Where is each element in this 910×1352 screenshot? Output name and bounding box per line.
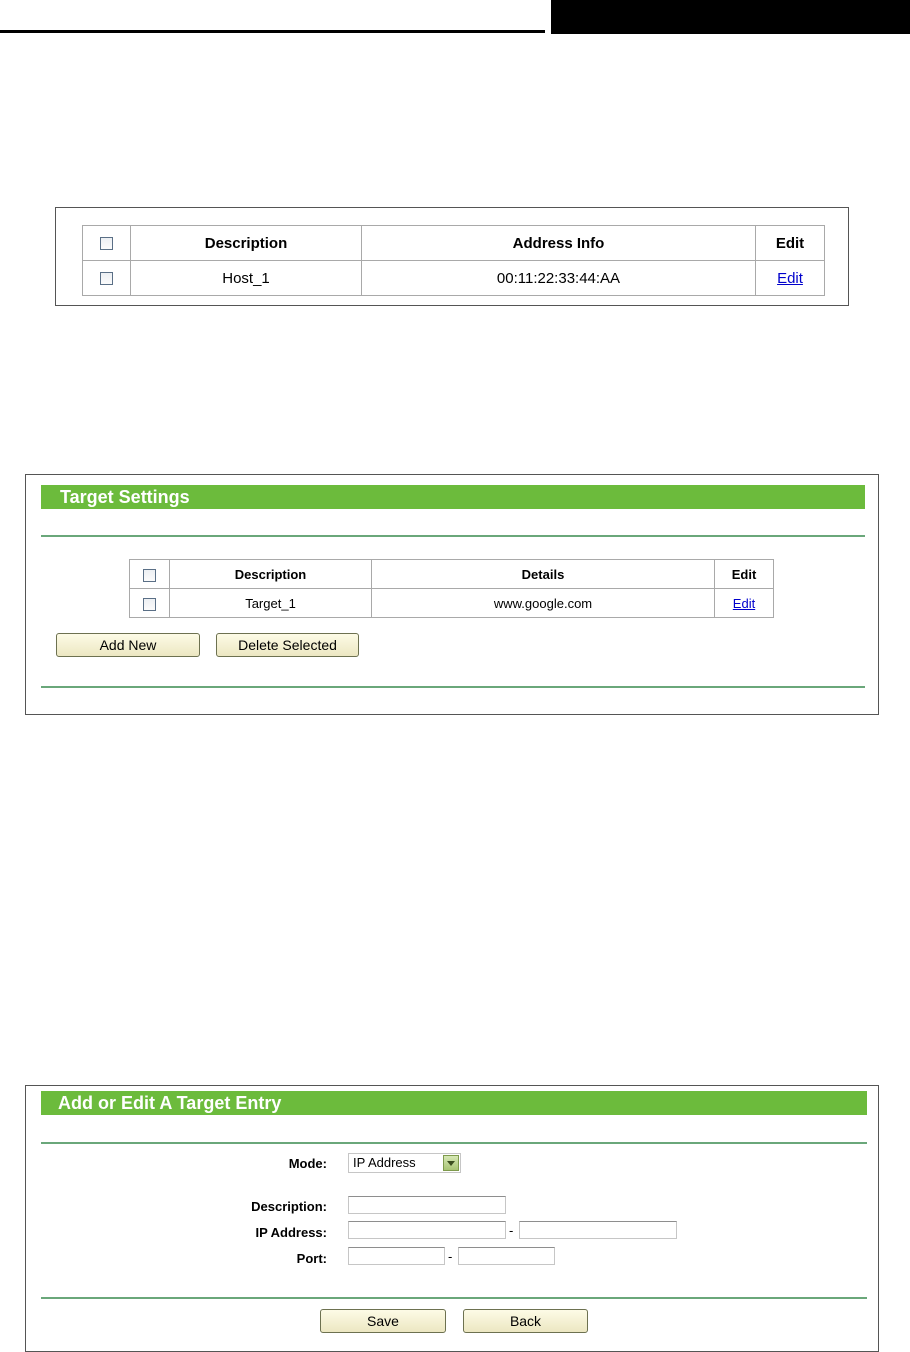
ip-start-field[interactable] bbox=[348, 1221, 506, 1239]
header-black-block bbox=[551, 0, 910, 34]
table-row bbox=[130, 589, 774, 618]
port-label: Port: bbox=[296, 1251, 327, 1266]
host-address-info: 00:11:22:33:44:AA bbox=[362, 261, 756, 296]
host-table bbox=[82, 225, 825, 296]
port-start-field[interactable] bbox=[348, 1247, 445, 1265]
column-header-description: Description bbox=[131, 226, 362, 261]
divider bbox=[41, 1297, 867, 1299]
mode-label: Mode: bbox=[288, 1156, 327, 1171]
range-dash: - bbox=[509, 1223, 514, 1238]
description-label: Description: bbox=[251, 1199, 327, 1214]
back-button[interactable]: Back bbox=[463, 1309, 588, 1333]
divider bbox=[41, 1142, 867, 1144]
port-end-field[interactable] bbox=[458, 1247, 555, 1265]
row-checkbox[interactable] bbox=[100, 272, 113, 285]
edit-link[interactable]: Edit bbox=[732, 595, 756, 611]
target-settings-panel bbox=[25, 474, 879, 715]
mode-select-value: IP Address bbox=[353, 1155, 416, 1170]
row-checkbox[interactable] bbox=[143, 598, 156, 611]
delete-selected-button[interactable]: Delete Selected bbox=[216, 633, 359, 657]
chevron-down-icon bbox=[443, 1155, 459, 1171]
save-button[interactable]: Save bbox=[320, 1309, 446, 1333]
panel-title: Add or Edit A Target Entry bbox=[41, 1091, 867, 1115]
ip-address-label: IP Address: bbox=[255, 1225, 327, 1240]
range-dash: - bbox=[448, 1249, 453, 1264]
column-header-edit: Edit bbox=[756, 226, 825, 261]
target-entry-panel bbox=[25, 1085, 879, 1352]
row-checkbox-cell bbox=[130, 589, 170, 618]
host-description: Host_1 bbox=[131, 261, 362, 296]
table-row bbox=[83, 261, 825, 296]
panel-title: Target Settings bbox=[41, 485, 865, 509]
row-checkbox-cell bbox=[83, 261, 131, 296]
host-table-panel bbox=[55, 207, 849, 306]
divider bbox=[41, 686, 865, 688]
target-table-header bbox=[130, 560, 774, 589]
ip-end-field[interactable] bbox=[519, 1221, 677, 1239]
column-header-details: Details bbox=[372, 560, 715, 589]
select-all-cell bbox=[130, 560, 170, 589]
column-header-description: Description bbox=[170, 560, 372, 589]
select-all-cell bbox=[83, 226, 131, 261]
divider bbox=[41, 535, 865, 537]
column-header-edit: Edit bbox=[715, 560, 774, 589]
edit-link[interactable]: Edit bbox=[777, 269, 803, 287]
column-header-address-info: Address Info bbox=[362, 226, 756, 261]
edit-cell bbox=[756, 261, 825, 296]
select-all-checkbox[interactable] bbox=[143, 569, 156, 582]
header-rule bbox=[0, 30, 545, 33]
add-new-button[interactable]: Add New bbox=[56, 633, 200, 657]
host-table-header bbox=[83, 226, 825, 261]
target-table bbox=[129, 559, 774, 618]
description-field[interactable] bbox=[348, 1196, 506, 1214]
edit-cell bbox=[715, 589, 774, 618]
target-details: www.google.com bbox=[372, 589, 715, 618]
target-description: Target_1 bbox=[170, 589, 372, 618]
mode-select[interactable] bbox=[348, 1153, 461, 1173]
select-all-checkbox[interactable] bbox=[100, 237, 113, 250]
